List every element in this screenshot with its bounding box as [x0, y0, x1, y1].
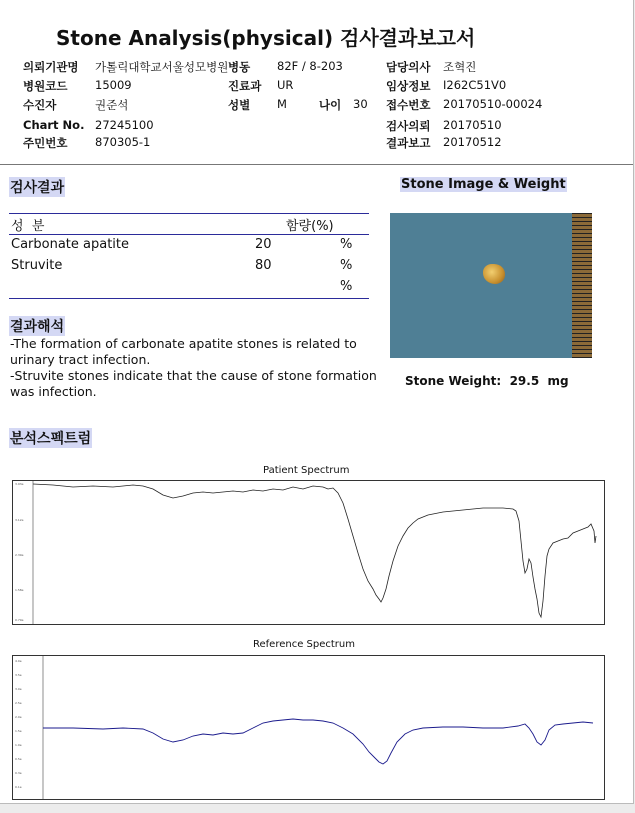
- component-unit: %: [340, 237, 353, 252]
- reference-spectrum-svg: [13, 656, 604, 799]
- svg-text:1.58e: 1.58e: [15, 588, 24, 592]
- svg-text:2.39e: 2.39e: [15, 553, 24, 557]
- svg-text:3.93e: 3.93e: [15, 482, 24, 486]
- patient-spectrum-plot: [12, 480, 605, 625]
- interpretation-text-1: -The formation of carbonate apatite stones is related to urinary tract infection.: [10, 336, 357, 367]
- reference-spectrum-plot: [12, 655, 605, 800]
- patient-spectrum-line: [33, 484, 596, 617]
- interpretation-text-2: -Struvite stones indicate that the cause of stone formation was infection.: [10, 368, 377, 399]
- table-bottom-rule: [9, 298, 369, 299]
- component-name: Struvite: [11, 258, 63, 273]
- component-unit: %: [340, 258, 353, 273]
- column-header-component: 성 분: [11, 219, 45, 234]
- stone-image-heading: Stone Image & Weight: [401, 177, 566, 192]
- reference-spectrum-line: [43, 719, 593, 764]
- svg-text:1.5e: 1.5e: [15, 729, 22, 733]
- svg-text:2.5e: 2.5e: [15, 701, 22, 705]
- table-header-rule: [9, 234, 369, 235]
- stone-weight: Stone Weight: 29.5 mg: [405, 374, 569, 388]
- component-unit: %: [340, 279, 353, 294]
- svg-text:1.0e: 1.0e: [15, 743, 22, 747]
- component-value: 20: [255, 237, 272, 252]
- svg-text:0.1e: 0.1e: [15, 785, 22, 789]
- svg-text:3.5e: 3.5e: [15, 673, 22, 677]
- svg-text:0.3e: 0.3e: [15, 771, 22, 775]
- svg-text:3.12e: 3.12e: [15, 518, 24, 522]
- spectrum-heading: 분석스펙트럼: [9, 428, 92, 448]
- svg-text:3.0e: 3.0e: [15, 687, 22, 691]
- column-header-content: 함량(%): [286, 219, 334, 234]
- stone-photo: [390, 213, 592, 358]
- result-heading: 검사결과: [9, 177, 65, 197]
- report-title: Stone Analysis(physical) 검사결과보고서: [56, 26, 476, 50]
- interpretation-heading: 결과해석: [9, 316, 65, 336]
- report-page: Stone Analysis(physical) 검사결과보고서 의뢰기관명 가톨릭대학교서울성모병원 병원코드 15009 수진자 권준석 Chart No. 27245100 주민번호 870305-1 병동 82F / 8-203 진료과 UR 성별 M 나이 30 담당의사 조혁진 임상정보 I262C51V0 접수번호 20170510-00024 검사의뢰 20170510 결과보고 20170512 검사결과 성 분 함량(%) Carbonate apatite 20 % Struvite 80 % % 결과해석 -The formation of carbonate apatite stones is related to urinary tract infection. -Struvite stones indicate that the cause of stone formation was infection. Stone Image & Weight Stone Weight: 29.5 mg 분석스펙트럼 Patient Spectrum 3.93e 3.12e 2.39e 1.58e 0.79e Reference Spectrum 4.0e 3.5e 3.0e 2.5e 2.0e 1.5e 1.0e 0.5e 0.3e 0.1e: [0, 0, 634, 804]
- ruler-scale: [572, 213, 592, 358]
- header-divider: [0, 164, 633, 165]
- svg-text:0.79e: 0.79e: [15, 618, 24, 622]
- patient-spectrum-svg: [13, 481, 604, 624]
- svg-text:0.5e: 0.5e: [15, 757, 22, 761]
- patient-spectrum-title: Patient Spectrum: [263, 465, 350, 476]
- component-value: 80: [255, 258, 272, 273]
- component-name: Carbonate apatite: [11, 237, 130, 252]
- svg-text:4.0e: 4.0e: [15, 659, 22, 663]
- reference-spectrum-title: Reference Spectrum: [253, 639, 355, 650]
- svg-text:2.0e: 2.0e: [15, 715, 22, 719]
- table-top-rule: [9, 213, 369, 214]
- stone-specimen: [483, 264, 505, 284]
